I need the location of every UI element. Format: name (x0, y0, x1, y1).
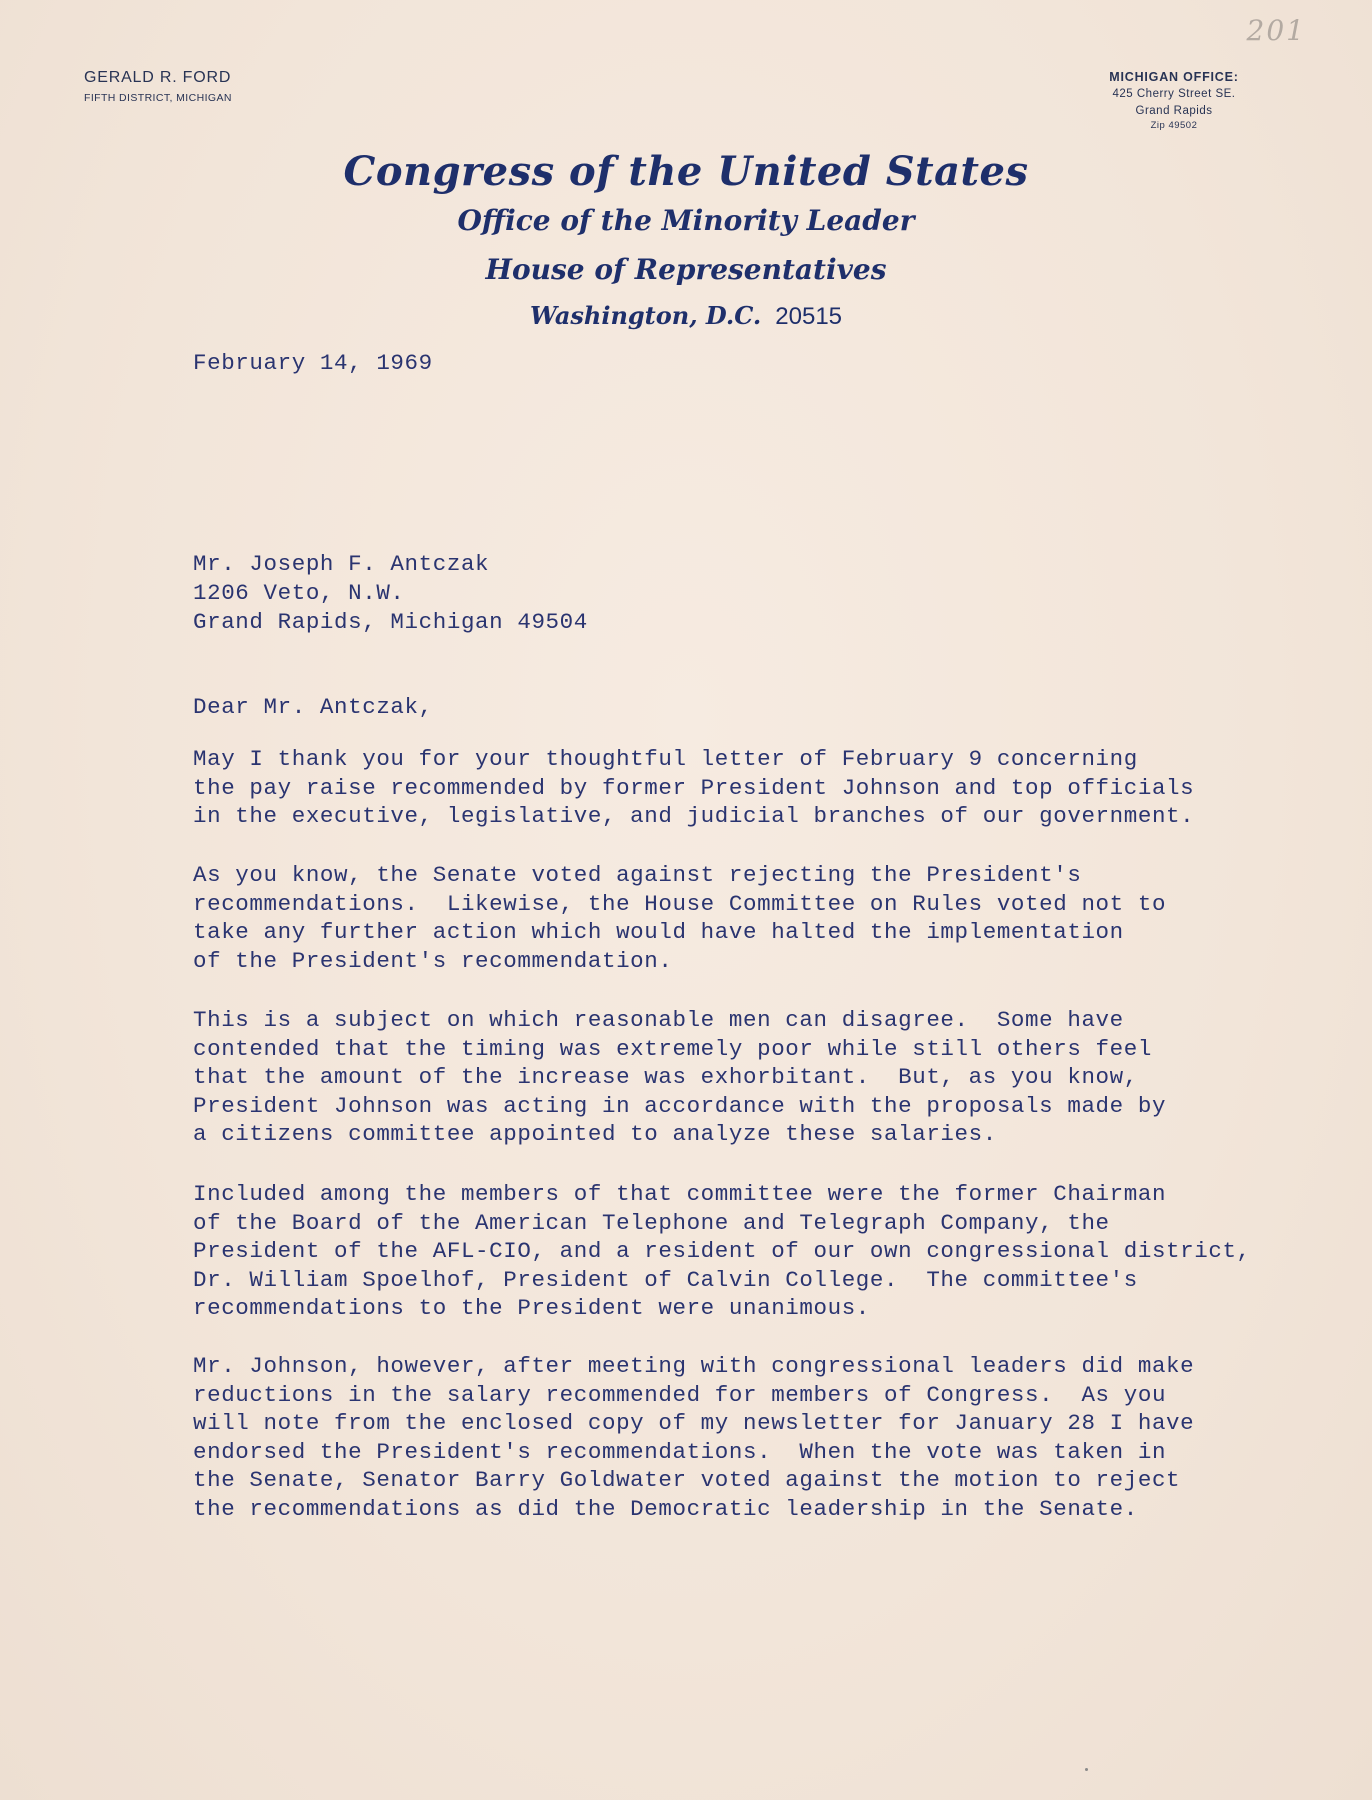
michigan-office-label: MICHIGAN OFFICE: (1109, 70, 1239, 84)
body-paragraph-5: Mr. Johnson, however, after meeting with congressional leaders did make reductions in the salary recommended for members of Congress. As you will note from the enclosed copy of my newsletter for January 28 I have endorsed the President's recommendations. When the vote was taken in the Senate, Senator Barry Goldwater voted against the motion to reject the recommendations as did the Democratic leadership in the Senate. (193, 1353, 1195, 1522)
masthead-city: Washington, D.C. (529, 301, 762, 330)
recipient-street: 1206 Veto, N.W. (193, 580, 405, 606)
masthead-address (0, 301, 1372, 331)
recipient-address (193, 550, 588, 637)
paper-speck (1085, 1768, 1088, 1771)
office-street: 425 Cherry Street SE. (1112, 88, 1236, 101)
sender-name: GERALD R. FORD (84, 69, 232, 86)
recipient-city: Grand Rapids, Michigan 49504 (193, 609, 588, 635)
sender-district: FIFTH DISTRICT, MICHIGAN (84, 92, 232, 104)
handwritten-page-number: 201 (1246, 14, 1306, 47)
letter-date: February 14, 1969 (193, 350, 433, 376)
salutation: Dear Mr. Antczak, (193, 694, 433, 720)
masthead-congress: Congress of the United States (343, 148, 1029, 195)
recipient-name: Mr. Joseph F. Antczak (193, 551, 490, 577)
letterhead-left (84, 68, 232, 105)
body-paragraph-4: Included among the members of that committee were the former Chairman of the Board of the American Telephone and Telegraph Company, the President of the AFL-CIO, and a resident of our own congressional district, Dr. William Spoelhof, President of Calvin College. The committee's recommendations to the President were unanimous. (193, 1181, 1251, 1322)
body-paragraph-1: May I thank you for your thoughtful letter of February 9 concerning the pay raise recommended by former President Johnson and top officials in the executive, legislative, and judicial branches of our government. (193, 746, 1195, 830)
masthead-office: Office of the Minority Leader (457, 204, 915, 237)
body-paragraph-3: This is a subject on which reasonable men can disagree. Some have contended that the timing was extremely poor while still others feel that the amount of the increase was exhorbitant. But, as you know, President Johnson was acting in accordance with the proposals made by a citizens committee appointed to analyze these salaries. (193, 1007, 1167, 1148)
office-zip: Zip 49502 (1150, 120, 1198, 132)
body-paragraph-2: As you know, the Senate voted against rejecting the President's recommendations. Likewise, the House Committee on Rules voted not to take any further action which would have halted the implementation of the President's recommendation. (193, 862, 1167, 974)
masthead-house: House of Representatives (485, 253, 887, 286)
masthead-zip: 20515 (775, 303, 843, 330)
letterhead-right (1044, 68, 1304, 133)
office-city: Grand Rapids (1135, 104, 1213, 117)
